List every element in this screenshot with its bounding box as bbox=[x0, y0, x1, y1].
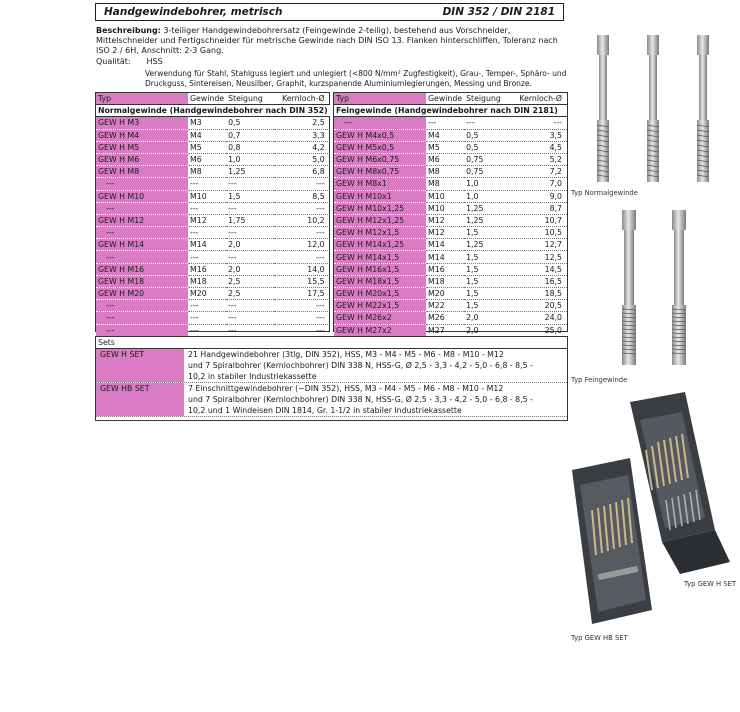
column-header: Typ bbox=[96, 93, 188, 105]
table-cell: --- bbox=[188, 227, 226, 239]
table-row bbox=[96, 251, 330, 263]
description-label: Beschreibung: bbox=[96, 26, 161, 35]
table-subheader-row bbox=[96, 105, 330, 117]
table-header-row bbox=[334, 93, 567, 105]
table-cell: 3,3 bbox=[274, 129, 330, 141]
table-cell: M22 bbox=[426, 300, 464, 312]
table-cell: 2,0 bbox=[464, 324, 512, 336]
table-cell: GEW H M6x0,75 bbox=[334, 153, 426, 165]
table-cell: GEW H M8x0,75 bbox=[334, 166, 426, 178]
table-row bbox=[96, 202, 330, 214]
table-cell: 1,5 bbox=[464, 263, 512, 275]
table-cell: M16 bbox=[426, 263, 464, 275]
set-description bbox=[184, 349, 567, 382]
quality bbox=[96, 57, 163, 67]
table-row bbox=[334, 153, 567, 165]
table-cell: 3,5 bbox=[512, 129, 567, 141]
table-cell: GEW H M14x1,25 bbox=[334, 239, 426, 251]
table-cell: GEW H M18x1,5 bbox=[334, 275, 426, 287]
table-cell: M12 bbox=[426, 227, 464, 239]
caption-set-hb: Typ GEW HB SET bbox=[571, 634, 628, 642]
table-cell: 1,5 bbox=[464, 251, 512, 263]
table-row bbox=[334, 117, 567, 129]
description-text: 3-teiliger Handgewindebohrersatz (Feingewinde 2-teilig), bestehend aus Vorschneider, Mittelschneider und Fertigschneider für metrische Gewinde nach DIN ISO 13. Flanken hinterschliffen, Toleranz nach ISO 2 / 6H, Anschnitt: 2-3 Gang. bbox=[96, 26, 558, 55]
table-cell: 1,25 bbox=[464, 202, 512, 214]
table-cell: 1,5 bbox=[464, 275, 512, 287]
table-row bbox=[334, 129, 567, 141]
table-cell: 6,8 bbox=[274, 166, 330, 178]
table-cell: --- bbox=[96, 227, 188, 239]
table-cell: M5 bbox=[188, 141, 226, 153]
table-cell: 7,2 bbox=[512, 166, 567, 178]
normal-taps-image bbox=[585, 30, 735, 185]
column-header: Typ bbox=[334, 93, 426, 105]
table-cell: --- bbox=[188, 251, 226, 263]
column-header: Gewinde bbox=[428, 94, 463, 104]
table-cell: GEW H M14 bbox=[96, 239, 188, 251]
table-cell: M14 bbox=[426, 239, 464, 251]
table-cell: M6 bbox=[188, 153, 226, 165]
table-cell: 0,5 bbox=[464, 141, 512, 153]
table-row bbox=[96, 153, 330, 165]
table-row bbox=[96, 141, 330, 153]
tap-sets-image bbox=[570, 390, 738, 630]
table-cell: M26 bbox=[426, 312, 464, 324]
table-cell: M20 bbox=[426, 288, 464, 300]
table-cell: --- bbox=[226, 178, 274, 190]
table-cell: 1,25 bbox=[464, 214, 512, 226]
table-cell: --- bbox=[426, 117, 464, 129]
table-cell: 18,5 bbox=[512, 288, 567, 300]
table-cell: --- bbox=[226, 312, 274, 324]
table-cell: GEW H M22x1,5 bbox=[334, 300, 426, 312]
table-cell: 8,5 bbox=[274, 190, 330, 202]
page-title: Handgewindebohrer, metrisch bbox=[104, 6, 283, 18]
table-row bbox=[96, 117, 330, 129]
table-row bbox=[96, 275, 330, 287]
set-description-line: 10,2 und 1 Windeisen DIN 1814, Gr. 1-1/2 in stabiler Industriekassette bbox=[188, 406, 462, 415]
table-cell: --- bbox=[226, 227, 274, 239]
set-description-line: 10,2 in stabiler Industriekassette bbox=[188, 372, 317, 381]
table-cell: GEW H M10 bbox=[96, 190, 188, 202]
table-cell: 8,7 bbox=[512, 202, 567, 214]
table-cell: GEW H M26x2 bbox=[334, 312, 426, 324]
table-cell: 1,25 bbox=[464, 239, 512, 251]
table-cell: 0,7 bbox=[226, 129, 274, 141]
header-bar bbox=[95, 3, 564, 21]
description bbox=[96, 26, 566, 56]
table-cell: 4,2 bbox=[274, 141, 330, 153]
table-cell: M14 bbox=[188, 239, 226, 251]
table-row bbox=[334, 141, 567, 153]
table-row bbox=[334, 227, 567, 239]
table-row bbox=[334, 190, 567, 202]
table-row bbox=[96, 178, 330, 190]
table-cell: 2,5 bbox=[226, 288, 274, 300]
table-cell: 4,5 bbox=[512, 141, 567, 153]
table-cell: M20 bbox=[188, 288, 226, 300]
table-row bbox=[334, 214, 567, 226]
table-cell: GEW H M10x1 bbox=[334, 190, 426, 202]
table-cell: 20,5 bbox=[512, 300, 567, 312]
table-cell: 1,0 bbox=[226, 153, 274, 165]
set-description-line: und 7 Spiralbohrer (Kernlochbohrer) DIN 338 N, HSS-G, Ø 2,5 - 3,3 - 4,2 - 5,0 - 6,8 - 8,5 - bbox=[188, 395, 533, 404]
table-row bbox=[96, 166, 330, 178]
table-cell: M18 bbox=[426, 275, 464, 287]
table-row bbox=[96, 288, 330, 300]
table-cell: 16,5 bbox=[512, 275, 567, 287]
fine-taps-image bbox=[610, 205, 700, 370]
table-cell: 12,5 bbox=[512, 251, 567, 263]
set-description-line: und 7 Spiralbohrer (Kernlochbohrer) DIN 338 N, HSS-G, Ø 2,5 - 3,3 - 4,2 - 5,0 - 6,8 - 8,5 - bbox=[188, 361, 533, 370]
table-subheader: Feingewinde (Handgewindebohrer nach DIN 2181) bbox=[334, 105, 567, 117]
table-row bbox=[334, 166, 567, 178]
table-cell: GEW H M6 bbox=[96, 153, 188, 165]
caption-fine: Typ Feingewinde bbox=[571, 376, 628, 384]
table-cell: GEW H M12x1,25 bbox=[334, 214, 426, 226]
table-cell: GEW H M8x1 bbox=[334, 178, 426, 190]
table-cell: 1,75 bbox=[226, 214, 274, 226]
table-row bbox=[334, 263, 567, 275]
table-cell: 1,25 bbox=[226, 166, 274, 178]
table-row bbox=[334, 202, 567, 214]
table-row bbox=[96, 324, 330, 336]
table-cell: 7,0 bbox=[512, 178, 567, 190]
set-description bbox=[184, 383, 567, 416]
table-cell: 14,5 bbox=[512, 263, 567, 275]
table-cell: M8 bbox=[426, 178, 464, 190]
column-header: Gewinde bbox=[190, 94, 225, 104]
table-cell: --- bbox=[512, 117, 567, 129]
table-cell: --- bbox=[274, 300, 330, 312]
table-row bbox=[334, 300, 567, 312]
table-cell: GEW H M16 bbox=[96, 263, 188, 275]
set-name: GEW H SET bbox=[96, 349, 184, 382]
table-cell: --- bbox=[96, 202, 188, 214]
sets-title: Sets bbox=[96, 337, 567, 349]
table-cell: M8 bbox=[188, 166, 226, 178]
table-row bbox=[96, 214, 330, 226]
set-description-line: 21 Handgewindebohrer (3tlg, DIN 352), HSS, M3 - M4 - M5 - M6 - M8 - M10 - M12 bbox=[188, 350, 504, 359]
table-cell: 12,0 bbox=[274, 239, 330, 251]
table-cell: GEW H M5x0,5 bbox=[334, 141, 426, 153]
usage-text: Verwendung für Stahl, Stahlguss legiert und unlegiert (<800 N/mm² Zugfestigkeit), Grau-, Temper-, Sphäro- und Druckguss, Sintereisen, Neusilber, Graphit, kurzspanende Aluminiumlegierungen, Messing und Bronze. bbox=[145, 69, 567, 88]
table-cell: 17,5 bbox=[274, 288, 330, 300]
caption-set-h: Typ GEW H SET bbox=[684, 580, 737, 588]
table-cell: M12 bbox=[188, 214, 226, 226]
table-cell: GEW H M5 bbox=[96, 141, 188, 153]
table-cell: 5,2 bbox=[512, 153, 567, 165]
table-cell: M10 bbox=[426, 190, 464, 202]
table-cell: 0,5 bbox=[226, 117, 274, 129]
table-row bbox=[334, 251, 567, 263]
table-cell: M12 bbox=[426, 214, 464, 226]
table-row bbox=[334, 239, 567, 251]
table-row bbox=[96, 239, 330, 251]
table-cell: 1,0 bbox=[464, 178, 512, 190]
set-row bbox=[96, 383, 567, 417]
table-cell: GEW H M8 bbox=[96, 166, 188, 178]
table-cell: --- bbox=[188, 202, 226, 214]
table-cell: M27 bbox=[426, 324, 464, 336]
table-subheader-row bbox=[334, 105, 567, 117]
table-cell: 2,0 bbox=[464, 312, 512, 324]
table-cell: 24,0 bbox=[512, 312, 567, 324]
column-header: Kernloch-Ø bbox=[274, 93, 330, 105]
table-header-row bbox=[96, 93, 330, 105]
table-row bbox=[96, 129, 330, 141]
table-cell: GEW H M27x2 bbox=[334, 324, 426, 336]
table-cell: GEW H M18 bbox=[96, 275, 188, 287]
norm-label: DIN 352 / DIN 2181 bbox=[442, 6, 555, 18]
table-cell: M18 bbox=[188, 275, 226, 287]
caption-normal: Typ Normalgewinde bbox=[571, 189, 638, 197]
table-cell: M14 bbox=[426, 251, 464, 263]
table-row bbox=[96, 190, 330, 202]
table-cell: M8 bbox=[426, 166, 464, 178]
table-cell: --- bbox=[226, 251, 274, 263]
sets-table bbox=[95, 336, 568, 421]
table-cell: --- bbox=[96, 251, 188, 263]
table-cell: M10 bbox=[188, 190, 226, 202]
table-row bbox=[334, 178, 567, 190]
table-cell: M4 bbox=[426, 129, 464, 141]
table-cell: GEW H M16x1,5 bbox=[334, 263, 426, 275]
table-row bbox=[96, 227, 330, 239]
table-cell: GEW H M14x1,5 bbox=[334, 251, 426, 263]
table-cell: --- bbox=[188, 324, 226, 336]
table-cell: 1,5 bbox=[464, 288, 512, 300]
table-cell: 1,0 bbox=[464, 190, 512, 202]
table-row bbox=[334, 324, 567, 336]
table-cell: GEW H M3 bbox=[96, 117, 188, 129]
table-cell: --- bbox=[188, 312, 226, 324]
set-row bbox=[96, 349, 567, 383]
table-cell: 1,5 bbox=[464, 300, 512, 312]
table-cell: 15,5 bbox=[274, 275, 330, 287]
table-cell: --- bbox=[274, 251, 330, 263]
table-cell: --- bbox=[274, 178, 330, 190]
table-row bbox=[96, 263, 330, 275]
normal-thread-table bbox=[95, 92, 330, 335]
table-row bbox=[334, 288, 567, 300]
table-cell: 25,0 bbox=[512, 324, 567, 336]
table-row bbox=[96, 312, 330, 324]
table-cell: 0,5 bbox=[464, 129, 512, 141]
table-cell: --- bbox=[96, 300, 188, 312]
column-header: Steigung bbox=[226, 93, 274, 105]
table-cell: --- bbox=[334, 117, 426, 129]
table-cell: 12,7 bbox=[512, 239, 567, 251]
table-cell: --- bbox=[274, 324, 330, 336]
set-name: GEW HB SET bbox=[96, 383, 184, 416]
column-header: Steigung bbox=[464, 93, 512, 105]
table-cell: 10,2 bbox=[274, 214, 330, 226]
table-cell: --- bbox=[274, 227, 330, 239]
quality-value: HSS bbox=[146, 57, 163, 66]
set-description-line: 7 Einschnittgewindebohrer (~DIN 352), HSS, M3 - M4 - M5 - M6 - M8 - M10 - M12 bbox=[188, 384, 504, 393]
table-cell: GEW H M20x1,5 bbox=[334, 288, 426, 300]
table-cell: 5,0 bbox=[274, 153, 330, 165]
table-cell: --- bbox=[96, 178, 188, 190]
table-cell: GEW H M12x1,5 bbox=[334, 227, 426, 239]
table-cell: 2,5 bbox=[226, 275, 274, 287]
table-row bbox=[334, 275, 567, 287]
column-header: Kernloch-Ø bbox=[512, 93, 567, 105]
table-cell: GEW H M12 bbox=[96, 214, 188, 226]
table-cell: 2,0 bbox=[226, 239, 274, 251]
table-cell: GEW H M4 bbox=[96, 129, 188, 141]
table-row bbox=[334, 312, 567, 324]
table-cell: --- bbox=[274, 312, 330, 324]
table-cell: 14,0 bbox=[274, 263, 330, 275]
table-cell: GEW H M20 bbox=[96, 288, 188, 300]
table-cell: 1,5 bbox=[226, 190, 274, 202]
table-cell: --- bbox=[96, 324, 188, 336]
table-cell: GEW H M10x1,25 bbox=[334, 202, 426, 214]
table-cell: --- bbox=[226, 300, 274, 312]
table-cell: 1,5 bbox=[464, 227, 512, 239]
table-cell: 10,7 bbox=[512, 214, 567, 226]
table-cell: M6 bbox=[426, 153, 464, 165]
table-cell: --- bbox=[226, 324, 274, 336]
quality-label: Qualität: bbox=[96, 57, 131, 66]
table-cell: M5 bbox=[426, 141, 464, 153]
fine-thread-table bbox=[333, 92, 568, 335]
table-cell: GEW H M4x0,5 bbox=[334, 129, 426, 141]
table-cell: 9,0 bbox=[512, 190, 567, 202]
table-cell: M16 bbox=[188, 263, 226, 275]
table-cell: M3 bbox=[188, 117, 226, 129]
table-cell: --- bbox=[226, 202, 274, 214]
table-row bbox=[96, 300, 330, 312]
table-subheader: Normalgewinde (Handgewindebohrer nach DIN 352) bbox=[98, 106, 328, 116]
table-cell: --- bbox=[188, 178, 226, 190]
table-cell: 10,5 bbox=[512, 227, 567, 239]
table-cell: 0,75 bbox=[464, 166, 512, 178]
table-cell: --- bbox=[188, 300, 226, 312]
table-cell: --- bbox=[274, 202, 330, 214]
table-cell: --- bbox=[96, 312, 188, 324]
table-cell: M4 bbox=[188, 129, 226, 141]
table-cell: --- bbox=[464, 117, 512, 129]
table-cell: 0,75 bbox=[464, 153, 512, 165]
table-cell: 2,5 bbox=[274, 117, 330, 129]
table-cell: 2,0 bbox=[226, 263, 274, 275]
table-cell: M10 bbox=[426, 202, 464, 214]
table-cell: 0,8 bbox=[226, 141, 274, 153]
